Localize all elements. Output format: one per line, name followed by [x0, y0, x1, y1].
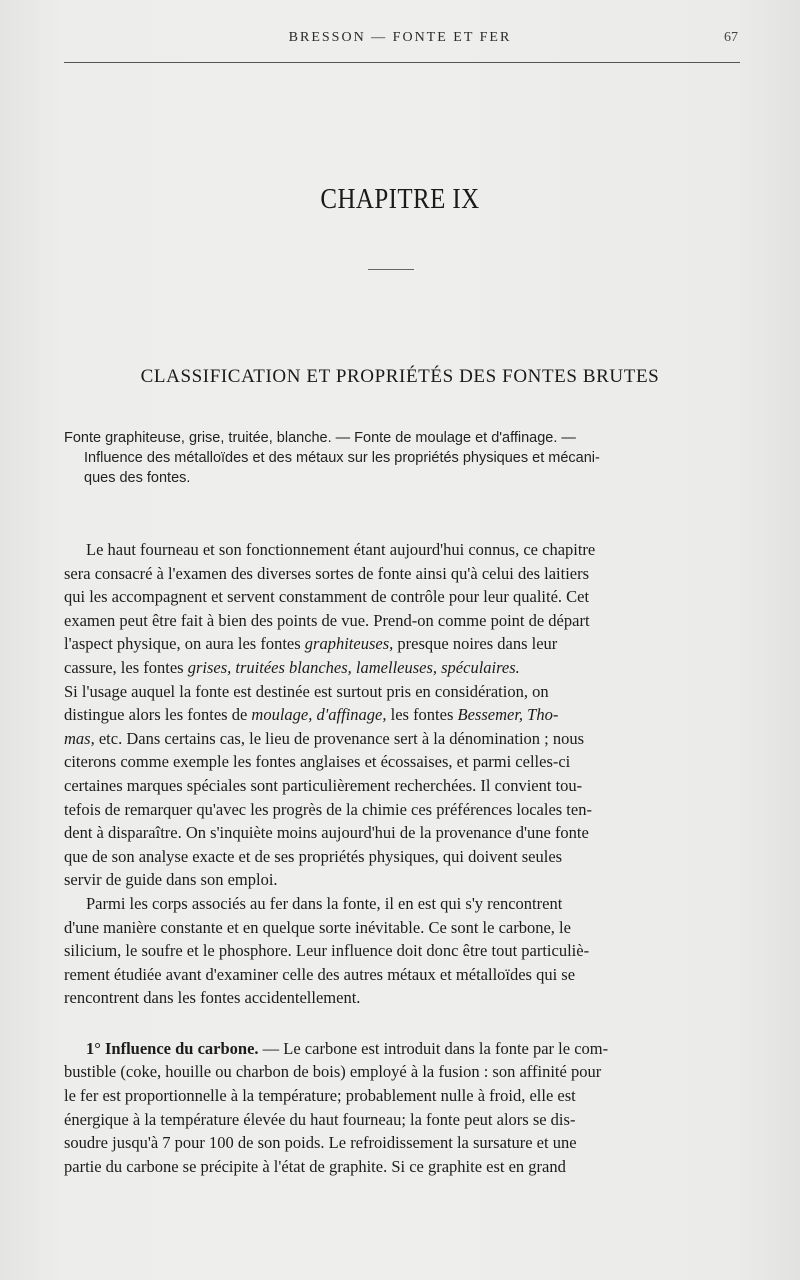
- subsection-heading: 1° Influence du carbone.: [86, 1038, 259, 1058]
- italic-term: grises, truitées blanches, lamelleuses, spéculaires.: [187, 657, 520, 677]
- paragraph-line: Parmi les corps associés au fer dans la fonte, il en est qui s'y rencontrent: [86, 893, 563, 913]
- running-title: BRESSON — FONTE ET FER: [288, 30, 512, 45]
- paragraph-line: servir de guide dans son emploi.: [64, 870, 278, 890]
- paragraph-line: citerons comme exemple les fontes anglaises et écossaises, et parmi celles-ci: [64, 752, 571, 772]
- text-run: etc. Dans certains cas, le lieu de provenance sert à la dénomination ; nous: [98, 728, 585, 748]
- paragraph-line: dent à disparaître. On s'inquiète moins aujourd'hui de la provenance d'une fonte: [64, 823, 589, 843]
- paragraph-line: silicium, le soufre et le phosphore. Leur influence doit donc être tout particuliè-: [64, 941, 590, 961]
- chapter-divider: [368, 269, 414, 270]
- paragraph-line: rement étudiée avant d'examiner celle des autres métaux et métalloïdes qui se: [64, 964, 576, 984]
- italic-term: graphiteuses,: [304, 634, 394, 654]
- italic-term: Bessemer, Tho-: [457, 705, 559, 725]
- paragraph-line: Si l'usage auquel la fonte est destinée est surtout pris en considération, on: [64, 681, 549, 701]
- chapter-summary: [64, 428, 742, 488]
- paragraph-line: examen peut être fait à bien des points de vue. Prend-on comme point de départ: [64, 610, 590, 630]
- paragraph-line: tefois de remarquer qu'avec les progrès de la chimie ces préférences locales ten-: [64, 799, 592, 819]
- page-number: 67: [724, 30, 738, 45]
- paragraph-line: Le haut fourneau et son fonctionnement étant aujourd'hui connus, ce chapitre: [86, 540, 596, 559]
- text-run: les fontes: [390, 705, 454, 725]
- paragraph-line: le fer est proportionnelle à la température; probablement nulle à froid, elle est: [64, 1086, 576, 1106]
- summary-line: Influence des métalloïdes et des métaux sur les propriétés physiques et mécani-: [84, 450, 600, 466]
- running-head: [60, 30, 740, 52]
- paragraph-line: soudre jusqu'à 7 pour 100 de son poids. Le refroidissement la sursature et une: [64, 1133, 577, 1153]
- paragraph-line: que de son analyse exacte et de ses propriétés physiques, qui doivent seules: [64, 846, 563, 866]
- italic-term: mas,: [64, 728, 95, 748]
- paragraph-line: bustible (coke, houille ou charbon de bois) employé à la fusion : son affinité pour: [64, 1062, 602, 1082]
- paragraph-line: [64, 656, 740, 680]
- paragraph-line: certaines marques spéciales sont particulièrement recherchées. Il convient tou-: [64, 775, 583, 795]
- italic-term: moulage, d'affinage,: [251, 705, 387, 725]
- text-run: presque noires dans leur: [397, 634, 558, 654]
- text-run: distingue alors les fontes de: [64, 705, 248, 725]
- chapter-title: CHAPITRE IX: [320, 183, 480, 215]
- summary-line: ques des fontes.: [84, 470, 191, 486]
- paragraph-line: [64, 1037, 740, 1061]
- paragraph-gap: [64, 1010, 740, 1037]
- section-title: CLASSIFICATION ET PROPRIÉTÉS DES FONTES BRUTES: [140, 366, 660, 387]
- text-run: l'aspect physique, on aura les fontes: [64, 634, 301, 654]
- body-text: [64, 538, 740, 1178]
- paragraph-line: d'une manière constante et en quelque sorte inévitable. Ce sont le carbone, le: [64, 917, 571, 937]
- paragraph-line: [64, 703, 740, 727]
- header-rule: [64, 62, 740, 63]
- paragraph-line: [64, 632, 740, 656]
- text-run: — Le carbone est introduit dans la fonte par le com-: [262, 1038, 609, 1058]
- paragraph-line: rencontrent dans les fontes accidentellement.: [64, 988, 361, 1008]
- paragraph-line: sera consacré à l'examen des diverses sortes de fonte ainsi qu'à celui des laitiers: [64, 563, 590, 583]
- paragraph-line: partie du carbone se précipite à l'état de graphite. Si ce graphite est en grand: [64, 1156, 566, 1176]
- paragraph-line: qui les accompagnent et servent constamment de contrôle pour leur qualité. Cet: [64, 587, 590, 607]
- text-run: cassure, les fontes: [64, 657, 184, 677]
- paragraph-line: énergique à la température élevée du haut fourneau; la fonte peut alors se dis-: [64, 1109, 576, 1129]
- summary-line: Fonte graphiteuse, grise, truitée, blanche. — Fonte de moulage et d'affinage. —: [64, 430, 576, 446]
- paragraph-line: [64, 727, 740, 751]
